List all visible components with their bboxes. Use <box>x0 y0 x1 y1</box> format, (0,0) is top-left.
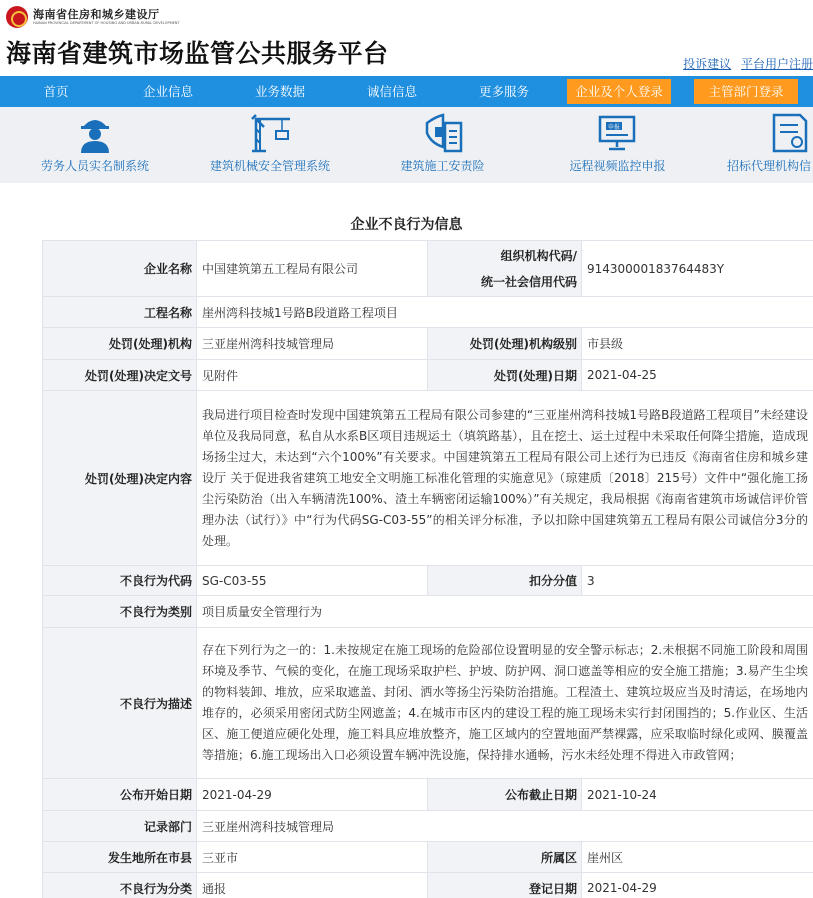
system-machinery-safety[interactable] <box>190 107 350 183</box>
behavior-category: 项目质量安全管理行为 <box>197 596 813 628</box>
register-link[interactable]: 平台用户注册 <box>740 57 813 71</box>
system-label: 建筑机械安全管理系统 <box>209 159 330 173</box>
credit-code: 91430000183764483Y <box>582 241 813 297</box>
table-row <box>43 297 813 328</box>
table-row <box>43 779 813 811</box>
crane-icon <box>250 113 292 153</box>
authority-level: 市县级 <box>582 328 813 360</box>
behavior-description: 存在下列行为之一的：1.未按规定在施工现场的危险部位设置明显的安全警示标志；2.未根据不同施工阶段和周围环境及季节、气候的变化，在施工现场采取护栏、护坡、防护网、洞口遮盖等相应的安全施工措施；3.易产生尘埃的物料装卸、堆放，应采取遮盖、封闭、洒水等扬尘污染防治措施。工程渣土、建筑垃圾应当及时清运，在场地内堆存的，必须采用密闭式防尘网遮盖；4.在城市市区内的建设工程的施工现场未实行封闭围挡的；5.作业区、生活区、施工便道应硬化处理，施工料具应堆放整齐，施工区域内的空置地面严禁裸露，应采取临时绿化或网、膜覆盖等措施；6.施工现场出入口必须设置车辆冲洗设施，保持排水通畅，污水未经处理不得进入市政管网； <box>197 628 813 779</box>
department-logo <box>6 6 28 28</box>
field-label: 所属区 <box>428 842 582 873</box>
behavior-classification: 通报 <box>197 873 428 898</box>
field-label: 处罚(处理)日期 <box>428 360 582 391</box>
field-label <box>428 241 582 297</box>
field-label: 处罚(处理)决定文号 <box>43 360 197 391</box>
field-label: 处罚(处理)决定内容 <box>43 391 197 566</box>
system-label: 劳务人员实名制系统 <box>40 159 149 173</box>
field-label: 处罚(处理)机构 <box>43 328 197 360</box>
page-heading: 企业不良行为信息 <box>350 217 463 233</box>
system-video-monitoring[interactable] <box>535 107 700 183</box>
document-icon <box>770 113 810 153</box>
project-name: 崖州湾科技城1号路B段道路工程项目 <box>197 297 813 328</box>
field-label: 不良行为分类 <box>43 873 197 898</box>
insurance-icon <box>423 113 463 153</box>
behavior-code: SG-C03-55 <box>197 566 428 596</box>
register-date: 2021-04-29 <box>582 873 813 898</box>
table-row <box>43 360 813 391</box>
site-title: 海南省建筑市场监管公共服务平台 <box>6 39 389 68</box>
system-label: 建筑施工安责险 <box>400 159 485 173</box>
org-name: 海南省住房和城乡建设厅 <box>33 8 160 21</box>
table-row <box>43 328 813 360</box>
table-row <box>43 566 813 596</box>
company-name: 中国建筑第五工程局有限公司 <box>197 241 428 297</box>
table-row <box>43 391 813 566</box>
record-department: 三亚崖州湾科技城管理局 <box>197 811 813 842</box>
system-worker-realname[interactable] <box>0 107 190 183</box>
authority: 三亚崖州湾科技城管理局 <box>197 328 428 360</box>
field-label: 扣分分值 <box>428 566 582 596</box>
violation-info-table <box>42 240 813 898</box>
field-label: 登记日期 <box>428 873 582 898</box>
complaint-link[interactable]: 投诉建议 <box>683 57 732 71</box>
nav-more-services[interactable]: 更多服务 <box>478 84 529 99</box>
decision-date: 2021-04-25 <box>582 360 813 391</box>
publish-start-date: 2021-04-29 <box>197 779 428 811</box>
system-label: 远程视频监控申报 <box>569 159 666 173</box>
district: 崖州区 <box>582 842 813 873</box>
nav-business-data[interactable]: 业务数据 <box>254 84 305 99</box>
city: 三亚市 <box>197 842 428 873</box>
field-label: 记录部门 <box>43 811 197 842</box>
publish-end-date: 2021-10-24 <box>582 779 813 811</box>
field-label: 公布开始日期 <box>43 779 197 811</box>
deduction-score: 3 <box>582 566 813 596</box>
nav-home[interactable]: 首页 <box>43 84 69 99</box>
nav-company-info[interactable]: 企业信息 <box>142 84 193 99</box>
field-label: 不良行为代码 <box>43 566 197 596</box>
nav-credit-info[interactable]: 诚信信息 <box>366 84 417 99</box>
table-row <box>43 596 813 628</box>
field-label: 工程名称 <box>43 297 197 328</box>
system-label: 招标代理机构信 <box>727 159 812 173</box>
field-label: 不良行为描述 <box>43 628 197 779</box>
site-header <box>0 0 813 76</box>
table-row <box>43 842 813 873</box>
table-row <box>43 873 813 898</box>
org-name-en: HAINAN PROVINCIAL DEPARTMENT OF HOUSING AND URBAN-RURAL DEVELOPMENT <box>33 21 180 25</box>
decision-content: 我局进行项目检查时发现中国建筑第五工程局有限公司参建的“三亚崖州湾科技城1号路B段道路工程项目”未经建设单位及我局同意，私自从水系B区项目违规运土（填筑路基），且在挖土、运土过程中未采取任何降尘措施，造成现场扬尘过大，未达到“六个100%”有关要求。中国建筑第五工程局有限公司上述行为已违反《海南省住房和城乡建设厅 关于促进我省建筑工地安全文明施工标准化管理的实施意见》（琼建质〔2018〕215号）文件中“强化施工扬尘污染防治（出入车辆清洗100%、渣土车辆密闭运输100%）”有关规定，我局根据《海南省建筑市场诚信评价管理办法（试行）》中“行为代码SG-C03-55”的相关评分标准，予以扣除中国建筑第五工程局有限公司诚信分3分的处理。 <box>197 391 813 566</box>
company-login-button[interactable]: 企业及个人登录 <box>567 79 671 104</box>
field-label: 公布截止日期 <box>428 779 582 811</box>
main-nav <box>0 76 813 107</box>
monitor-icon <box>597 113 637 153</box>
table-row <box>43 811 813 842</box>
credit-code-label-line1: 组织机构代码/ <box>500 248 577 263</box>
field-label: 处罚(处理)机构级别 <box>428 328 582 360</box>
top-links <box>677 55 813 72</box>
field-label: 发生地所在市县 <box>43 842 197 873</box>
field-label: 不良行为类别 <box>43 596 197 628</box>
system-safety-insurance[interactable] <box>350 107 535 183</box>
table-row <box>43 628 813 779</box>
svg-text:申报: 申报 <box>607 124 621 131</box>
admin-login-button[interactable]: 主管部门登录 <box>694 79 798 104</box>
field-label: 企业名称 <box>43 241 197 297</box>
credit-code-label-line2: 统一社会信用代码 <box>480 274 577 289</box>
decision-number: 见附件 <box>197 360 428 391</box>
systems-strip <box>0 107 813 183</box>
table-row <box>43 241 813 297</box>
worker-icon <box>77 113 113 153</box>
system-bidding-agency[interactable] <box>700 107 813 183</box>
